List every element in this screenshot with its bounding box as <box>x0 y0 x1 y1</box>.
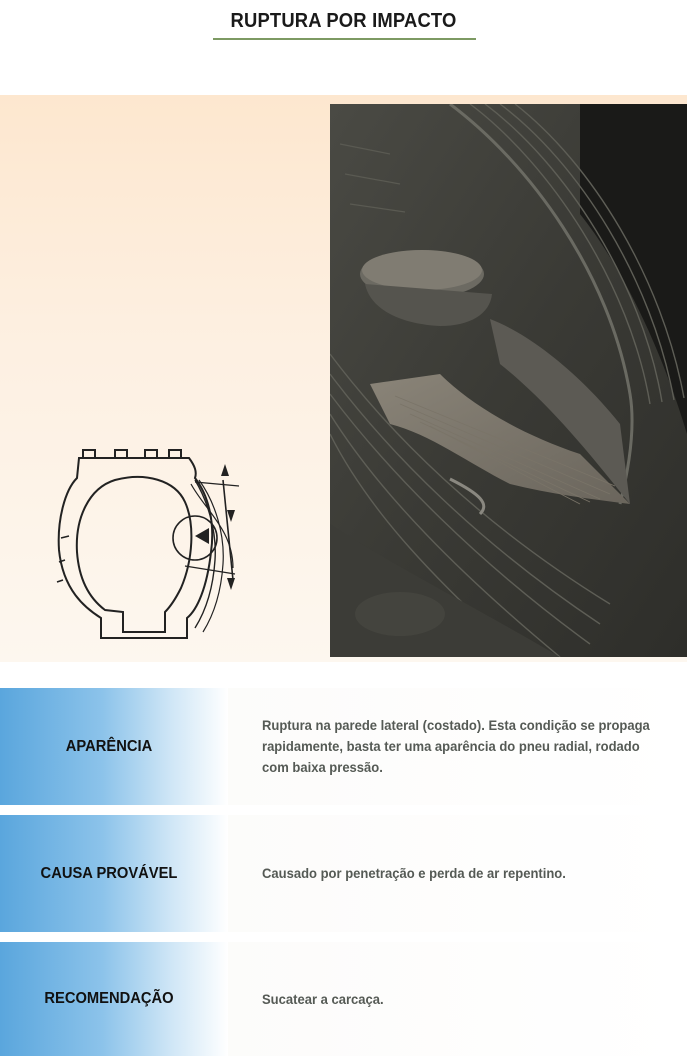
row-description-text: Causado por penetração e perda de ar repentino. <box>262 865 566 881</box>
row-description <box>262 688 682 805</box>
row-description-text: Sucatear a carcaça. <box>262 990 384 1007</box>
row-recomendacao <box>0 942 687 1056</box>
row-label: RECOMENDAÇÃO <box>44 990 174 1007</box>
row-label: CAUSA PROVÁVEL <box>40 864 178 882</box>
tire-cross-section-diagram <box>45 440 245 650</box>
damaged-tire-sidewall-photo <box>330 104 687 657</box>
title-underline <box>213 38 476 40</box>
row-description <box>262 942 682 1056</box>
row-causa-provavel <box>0 815 687 932</box>
row-description <box>262 815 682 932</box>
row-label: APARÊNCIA <box>65 737 153 755</box>
header <box>0 0 687 95</box>
row-description-text: Ruptura na parede lateral (costado). Esta condição se propaga rapidamente, basta ter uma aparência do pneu radial, rodado com baixa pressão. <box>262 717 650 775</box>
row-aparencia <box>0 688 687 805</box>
page-title: RUPTURA POR IMPACTO <box>230 10 457 32</box>
